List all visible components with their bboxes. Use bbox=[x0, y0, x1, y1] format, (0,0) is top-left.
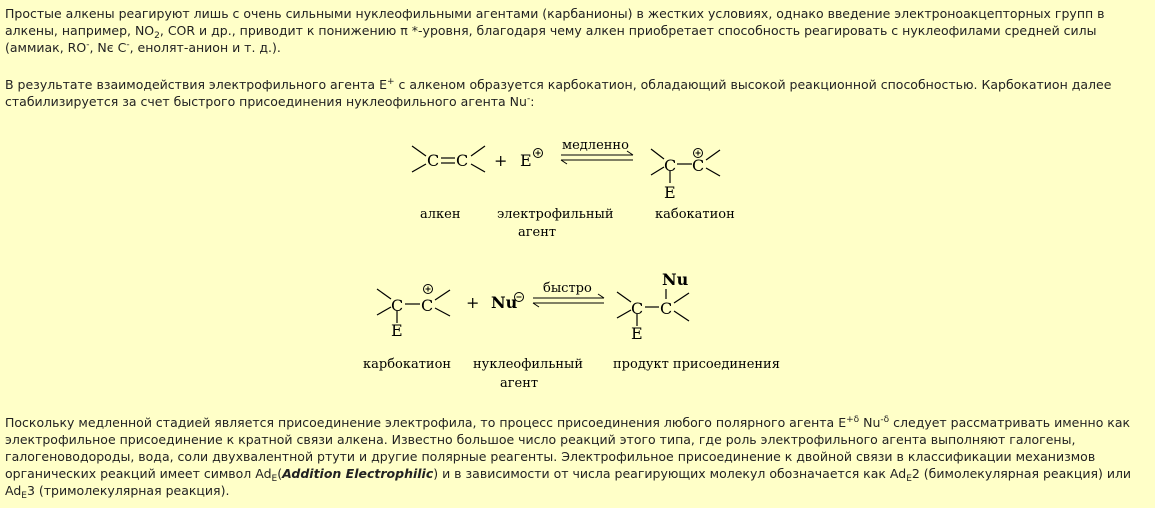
text: Простые алкены реагируют лишь с очень сильными нуклеофильными агентами (карбанионы) в жестких условиях, однако введение электроноакцепторных групп в алкены, например, NO bbox=[5, 6, 1105, 38]
cation-carbon-2: C bbox=[692, 156, 705, 175]
product-nu: Nu bbox=[662, 270, 689, 289]
cation2-e: E bbox=[391, 321, 403, 340]
label-cation: кабокатион bbox=[655, 207, 735, 222]
label-alkene: алкен bbox=[420, 207, 461, 222]
text: , COR и др., приводит к понижению π *-уровня, благодаря чему алкен приобретает способность реагировать с нуклеофилами средней силы (аммиак, RO bbox=[5, 23, 1097, 55]
text: : bbox=[530, 94, 535, 109]
superscript: -δ bbox=[880, 415, 890, 425]
text: , енолят-анион и т. д.). bbox=[129, 40, 281, 55]
text: є C bbox=[106, 40, 127, 55]
cation-e: E bbox=[664, 183, 676, 202]
product-molecule bbox=[617, 289, 689, 326]
text: В результате взаимодействия электрофильного агента E bbox=[5, 77, 387, 92]
positive-charge-icon bbox=[534, 149, 543, 158]
text: 3 (тримолекулярная реакция). bbox=[26, 483, 230, 498]
label-electrophile-1: электрофильный bbox=[497, 207, 614, 222]
subscript: 2 bbox=[154, 31, 160, 41]
superscript: - bbox=[526, 94, 531, 104]
product-carbon-1: C bbox=[631, 299, 644, 318]
carbocation-molecule-1 bbox=[651, 149, 720, 183]
label-nucleophile-2: агент bbox=[500, 376, 539, 391]
cation-carbon-1: C bbox=[664, 156, 677, 175]
paragraph-electrophilic-addition bbox=[5, 414, 1145, 499]
product-carbon-2: C bbox=[660, 299, 673, 318]
alkene-carbon-1: C bbox=[427, 151, 440, 170]
electrophile-e: E bbox=[520, 151, 532, 170]
subscript: E bbox=[906, 474, 912, 484]
text: Поскольку медленной стадией является присоединение электрофила, то процесс присоединения любого полярного агента E bbox=[5, 415, 847, 430]
label-cation-2: карбокатион bbox=[363, 357, 452, 372]
text: , N bbox=[89, 40, 107, 55]
rate-fast-label: быстро bbox=[543, 281, 592, 296]
alkene-molecule bbox=[412, 146, 485, 172]
text: с алкеном образуется карбокатион, обладающий высокой реакционной способностью. Карбокатион далее стабилизируется за счет быстрого присоединения нуклеофильного агента Nu bbox=[5, 77, 1112, 109]
plus-sign: + bbox=[494, 151, 508, 170]
positive-charge-icon bbox=[424, 285, 433, 294]
rate-slow-label: медленно bbox=[562, 138, 629, 153]
subscript: E bbox=[271, 474, 278, 484]
label-nucleophile-1: нуклеофильный bbox=[473, 357, 584, 372]
label-electrophile-2: агент bbox=[518, 225, 557, 240]
carbocation-molecule-2 bbox=[377, 289, 450, 323]
subscript: E bbox=[21, 491, 27, 501]
text: ) и в зависимости от числа реагирующих молекул обозначается как Ad bbox=[433, 466, 907, 481]
cation2-carbon-2: C bbox=[421, 296, 434, 315]
alkene-carbon-2: C bbox=[456, 151, 469, 170]
italic-term: Addition Electrophilic bbox=[282, 466, 434, 481]
text: 2 (бимолекулярная реакция) или Ad bbox=[5, 466, 1132, 498]
text: ( bbox=[277, 466, 283, 481]
cation2-carbon-1: C bbox=[391, 296, 404, 315]
text: Nu bbox=[859, 415, 881, 430]
text: следует рассматривать именно как электрофильное присоединение к кратной связи алкена. Известно большое число реакций этого типа, где роль электрофильного агента выполняют галогены, галогеноводороды, вода, соли двухвалентной ртути и другие полярные реагенты. Электрофильное присоединение к двойной связи в классификации механизмов органических реакций имеет символ Ad bbox=[5, 415, 1131, 481]
superscript: +δ bbox=[846, 415, 860, 425]
label-product: продукт присоединения bbox=[613, 357, 780, 372]
superscript: + bbox=[386, 77, 395, 87]
plus-sign: + bbox=[466, 293, 480, 312]
superscript: - bbox=[86, 40, 90, 50]
nucleophile-nu: Nu bbox=[491, 293, 518, 312]
superscript: - bbox=[126, 40, 130, 50]
product-e: E bbox=[631, 324, 643, 343]
